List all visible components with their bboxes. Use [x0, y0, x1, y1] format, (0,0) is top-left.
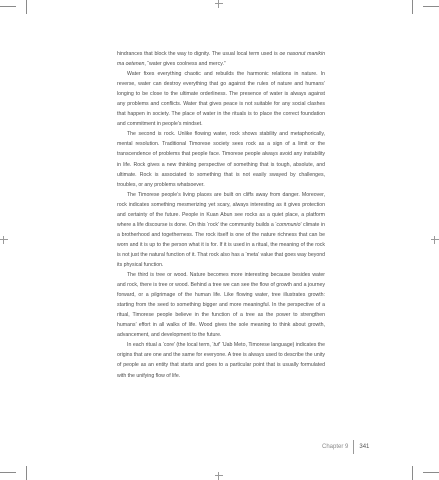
paragraph-text: , “water gives coolness and mercy.” [144, 61, 226, 68]
paragraph-text: ’ climate in a brotherhood and togetherness. The rock itself is one of the nature richness that can be worn and it is up to the person what it is for. If it is used in a ritual, the meaning of the rock is not just the natural function of it. That rock also has a ‘meta’ value that goes way beyond its physical function. [117, 221, 325, 268]
paragraph [117, 129, 325, 189]
crop-mark-bottom-right-v [412, 466, 413, 480]
paragraph [117, 340, 325, 380]
paragraph-text: ’ ‘Uab Meto, Timorese language) indicates the origins that are one and the same for everyone. A tree is always used to describe the unity of people as an entity that starts and goes to a particular point that is usually formulated with the unifying flow of life. [117, 342, 326, 379]
paragraph-text: The second is rock. Unlike flowing water, rock shows stability and metaphorically, mental resolution. Traditional Timorese society sees rock as a sign of a limit or the transcendence of problems that people face. Timorese people always avoid any instability in life. Rock gives a new thinking perspective of something that is tough, absolute, and ultimate. Rock is associated to something that is not easily swayed by challenges, troubles, or any problems whatsoever. [117, 131, 325, 188]
body-text [117, 49, 325, 381]
paragraph-text: The third is tree or wood. Nature becomes more interesting because besides water and rock, there is tree or wood. Behind a tree we can see the flow of growth and a journey forward, or a pilgrimage of the human life. Like flowing water, tree illustrates growth: starting from the seed to something bigger and more meaningful. In the perspective of a ritual, Timorese people believe in the function of a tree as the power to strengthen humans’ effort in all walks of life. Wood gives the sole meaning to think about growth, advancement, and development to the future. [117, 272, 325, 339]
paragraph-text: In each ritual a ‘core’ (the local term, ‘ [127, 342, 214, 349]
local-term: communio [276, 221, 301, 228]
crop-mark-bottom-right-h [423, 472, 439, 473]
registration-mark-right [431, 236, 439, 244]
paragraph [117, 49, 325, 69]
registration-mark-left [0, 236, 8, 244]
page-footer [322, 440, 369, 454]
paragraph [117, 190, 325, 270]
paragraph [117, 69, 325, 129]
paragraph-text: Water fixes everything chaotic and rebuilds the harmonic relations in nature. In reverse, water can destroy everything that go against the rules of nature and humans’ longing to be close to the ultimate orderliness. The presence of water is always against any problems and conflicts. Water that gives peace is not suitable for any social clashes that happen in society. The place of water in the rituals is to place the correct foundation and commitment in people’s mindset. [117, 71, 325, 128]
footer-divider [353, 440, 354, 454]
registration-mark-bottom [215, 472, 223, 480]
registration-mark-top [215, 0, 223, 8]
chapter-label: Chapter 9 [322, 444, 349, 450]
local-term: oe nasonut manikin ma oetenen [117, 51, 325, 68]
crop-mark-top-left-v [26, 0, 27, 14]
crop-mark-bottom-left-v [26, 466, 27, 480]
crop-mark-top-right-h [423, 6, 439, 7]
page-number: 341 [359, 444, 370, 450]
crop-mark-top-left-h [0, 6, 16, 7]
crop-mark-top-right-v [412, 0, 413, 14]
paragraph-text: The Timorese people’s living places are built on cliffs away from danger. Moreover, rock indicates something mesmerizing yet scary, always interesting as it gives protection and certainty of the future. People in Kuan Abun see rocks as a quiet place, a platform where a life discourse is done. On this ‘rock’ the community builds a ‘ [117, 191, 325, 228]
paragraph [117, 270, 325, 340]
paragraph-text: hindrances that block the way to dignity. The usual local term used is [117, 51, 280, 57]
local-term: tuf [213, 342, 220, 349]
crop-mark-bottom-left-h [0, 472, 16, 473]
